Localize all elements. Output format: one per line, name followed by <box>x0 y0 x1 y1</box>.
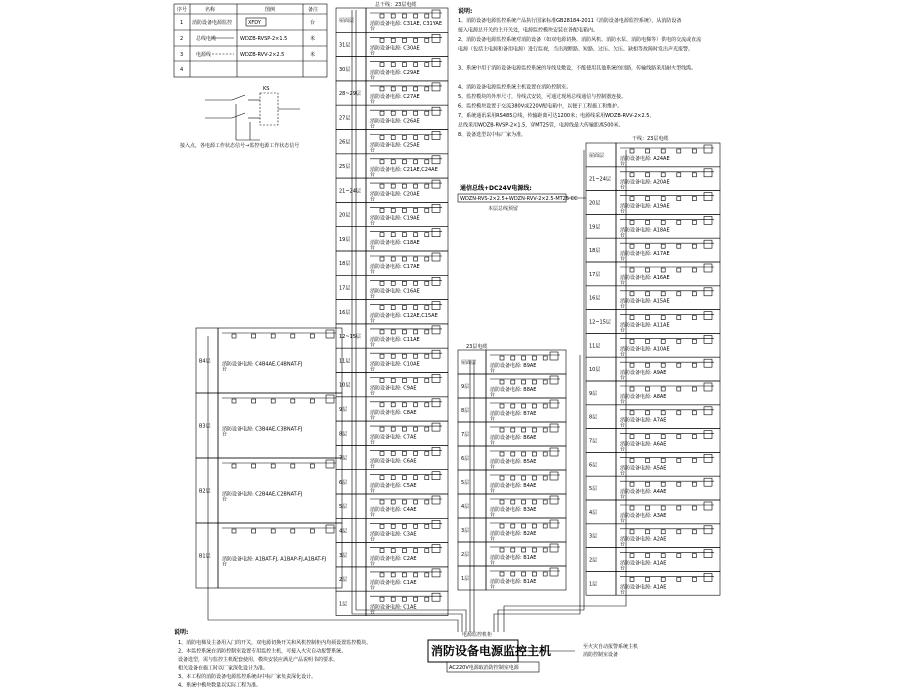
riser-left-floor-label: 18层 <box>339 261 351 268</box>
riser-left-floor-row <box>336 494 448 518</box>
riser-right-device-unit: 台 <box>620 494 626 501</box>
switch-detail-ks-label: KS <box>263 86 270 92</box>
legend-row-1-no: 1 <box>180 20 184 26</box>
riser-left-floor-row <box>336 567 448 591</box>
riser-left-floor-row <box>336 300 448 324</box>
riser-left-floor-label: 26层 <box>339 139 351 146</box>
riser-mid-device-model: 消防设备电源: B8AE <box>490 387 537 393</box>
riser-right-device-unit: 台 <box>620 541 626 548</box>
riser-left-device-unit: 台 <box>370 317 376 324</box>
riser-mid-floor-label: 6层 <box>461 456 470 462</box>
riser-left-device-model: 消防设备电源: C3AE <box>370 531 417 538</box>
riser-mid-floor-label: 1层 <box>461 576 470 582</box>
riser-mid-device-model: 消防设备电源: B3AE <box>490 507 537 513</box>
bus-label-line3: 本层总线预留 <box>488 206 519 212</box>
riser-left-floor-row <box>336 178 448 202</box>
riser-left-device-unit: 台 <box>370 560 376 567</box>
riser-mid-floor-label: 屋面层 <box>461 360 477 366</box>
bus-label-line2: WDZN-RVS-2×2.5+WDZN-RVV-2×2.5-MT25 CC <box>460 196 578 202</box>
riser-left-floor-label: 27层 <box>339 115 351 122</box>
legend-row-2-remark: 米 <box>310 36 316 42</box>
basement-device-model: 消防设备电源: A1BAT-FJ, A1BAP-FJ,A1BAT-FJ <box>222 556 327 563</box>
basement-device-model: 消防设备电源: C4B4AE,C4BNAT-FJ <box>222 361 303 368</box>
riser-right-floor-label: 12~15层 <box>589 319 611 326</box>
riser-right-floor-row <box>586 357 720 381</box>
riser-left-floor-row <box>336 421 448 445</box>
riser-right-floor-label: 屋面层 <box>589 152 605 159</box>
basement-device-unit: 台 <box>222 366 228 373</box>
riser-left-floor-label: 12~15层 <box>339 334 361 341</box>
riser-right-device-unit: 台 <box>620 517 626 524</box>
riser-right-floor-row <box>586 548 720 572</box>
basement-floor-row <box>196 328 342 393</box>
legend-row-1-symbol: XFDY <box>248 20 261 26</box>
riser-left-floor-row <box>336 373 448 397</box>
riser-right-device-unit: 台 <box>620 470 626 477</box>
riser-right-floor-row <box>586 405 720 429</box>
riser-mid-device-unit: 台 <box>490 512 496 518</box>
riser-left-device-model: 消防设备电源: C10AE <box>370 361 420 368</box>
riser-left-device-model: 消防设备电源: C8AE <box>370 409 417 416</box>
riser-mid-floor-label: 9层 <box>461 384 470 390</box>
riser-left-floor-label: 1层 <box>339 601 348 608</box>
riser-mid-device-model: 消防设备电源: B2AE <box>490 531 537 537</box>
riser-left-floor-row <box>336 445 448 469</box>
notes-top-item: 4、消防设备电源监控系统主机设置在消防控制室。 <box>458 84 572 91</box>
riser-left-floor-row <box>336 154 448 178</box>
riser-left-floor-label: 6层 <box>339 479 348 486</box>
riser-left-floor-row <box>336 57 448 81</box>
riser-right-floor-row <box>586 310 720 334</box>
notes-bottom-item: 相关设备在施工时以厂家深化设计为准。 <box>178 665 269 672</box>
riser-left-device-unit: 台 <box>370 342 376 349</box>
legend-row-4-no: 4 <box>180 67 184 73</box>
riser-right-device-model: 消防设备电源: A7AE <box>620 417 667 424</box>
notes-top-item: 接入电源总开关的主开关处，电源监控模块安装在各配电箱内。 <box>458 27 599 34</box>
riser-left-floor-label: 28~29层 <box>339 91 361 98</box>
riser-right-device-model: 消防设备电源: A10AE <box>620 346 670 353</box>
monitoring-host <box>428 631 638 672</box>
riser-left-device-unit: 台 <box>370 414 376 421</box>
legend-table <box>174 4 327 77</box>
riser-mid-floor-label: 2层 <box>461 552 470 558</box>
riser-mid-title: 23层电缆 <box>466 344 488 350</box>
basement-floor-row <box>196 458 342 523</box>
riser-left-device-model: 消防设备电源: C1AE <box>370 580 417 587</box>
riser-left-device-unit: 台 <box>370 512 376 519</box>
riser-left-floor-label: 4层 <box>339 528 348 535</box>
riser-right-device-unit: 台 <box>620 565 626 572</box>
riser-right-device-unit: 台 <box>620 184 626 191</box>
riser-mid-device-model: 消防设备电源: B7AE <box>490 411 537 417</box>
basement-floor-label: B3层 <box>199 423 211 430</box>
riser-right-floor-label: 3层 <box>589 533 598 540</box>
host-right-sub: 消防控制室设备 <box>583 652 619 658</box>
riser-left-device-model: 消防设备电源: C11AE <box>370 337 420 344</box>
legend-row-1-remark: 台 <box>310 20 316 26</box>
riser-right-floor-row <box>586 571 720 595</box>
riser-right-device-model: 消防设备电源: A8AE <box>620 393 667 400</box>
riser-left-device-model: 消防设备电源: C30AE <box>370 45 420 52</box>
riser-mid-floor-label: 3层 <box>461 528 470 534</box>
riser-right-device-unit: 台 <box>620 446 626 453</box>
legend-header-no: 序号 <box>177 7 188 13</box>
riser-left-device-unit: 台 <box>370 123 376 130</box>
riser-left-device-unit: 台 <box>370 99 376 106</box>
riser-right-device-model: 消防设备电源: A20AE <box>620 179 670 186</box>
riser-left-device-model: 消防设备电源: C2AE <box>370 555 417 562</box>
notes-top-item: 7、系统通讯采用RS485总线，传输距离可达1200米；电源线采用WDZB-RVV-2×2.5， <box>458 113 655 119</box>
riser-mid-device-unit: 台 <box>490 536 496 542</box>
riser-right-floor-label: 7层 <box>589 438 598 445</box>
riser-right-device-model: 消防设备电源: A16AE <box>620 274 670 281</box>
riser-left-device-model: 消防设备电源: C25AE <box>370 142 420 149</box>
riser-right-device-model: 消防设备电源: A9AE <box>620 370 667 377</box>
notes-top-item: 2、消防设备电源监控系统对消防设备（如双电源切换、消防风机、消防水泵、消防电梯等）供电的交流或直流 <box>458 37 702 43</box>
riser-left-device-model: 消防设备电源: C7AE <box>370 434 417 441</box>
riser-right-floor-label: 16层 <box>589 295 601 302</box>
riser-right-device-unit: 台 <box>620 303 626 310</box>
riser-right-device-model: 消防设备电源: A15AE <box>620 298 670 305</box>
riser-left-floor-label: 9层 <box>339 406 348 413</box>
notes-top-item: 电源（包括主电源和备用电源）进行监视，当出现断路、短路、过压、欠压、缺相等故障时发出声光报警。 <box>458 46 694 53</box>
riser-right-device-model: 消防设备电源: A18AE <box>620 227 670 234</box>
legend-header-remark: 备注 <box>308 7 319 13</box>
legend-header-symbol: 图例 <box>265 7 276 13</box>
riser-right-floor-label: 20层 <box>589 200 601 207</box>
riser-right-title: 干线：23层电缆 <box>632 136 669 142</box>
basement-floor-label: B2层 <box>199 488 211 495</box>
basement-device-unit: 台 <box>222 431 228 438</box>
riser-right-floor-row <box>586 191 720 215</box>
riser-mid-device-model: 消防设备电源: B5AE <box>490 459 537 465</box>
riser-right-floor-label: 17层 <box>589 271 601 278</box>
riser-left <box>336 8 448 616</box>
riser-left-floor-row <box>336 348 448 372</box>
basement-floor-row <box>196 523 342 588</box>
riser-left-floor-row <box>336 105 448 129</box>
riser-left-floor-row <box>336 543 448 567</box>
riser-left-floor-row <box>336 397 448 421</box>
riser-left-device-model: 消防设备电源: C9AE <box>370 385 417 392</box>
riser-left-floor-row <box>336 81 448 105</box>
riser-left-device-model: 消防设备电源: C31AE, C31YAE <box>370 21 442 28</box>
riser-mid-device-unit: 台 <box>490 464 496 470</box>
riser-right-floor-label: 1层 <box>589 581 598 588</box>
riser-right-device-unit: 台 <box>620 256 626 263</box>
riser-left-device-unit: 台 <box>370 50 376 57</box>
riser-right-floor-label: 10层 <box>589 367 601 374</box>
riser-right-device-unit: 台 <box>620 327 626 334</box>
notes-bottom-item: 设备选型，需与监控主机配套使用，模块安装应满足产品说明书的要求。 <box>178 657 339 663</box>
riser-right-floor-label: 21~24层 <box>589 176 611 183</box>
riser-mid-device-model: 消防设备电源: B6AE <box>490 435 537 441</box>
riser-right-floor-label: 11层 <box>589 343 601 350</box>
basement-riser <box>196 328 342 588</box>
riser-right-device-model: 消防设备电源: A19AE <box>620 203 670 210</box>
riser-right-device-unit: 台 <box>620 589 626 596</box>
riser-right-device-model: 消防设备电源: A17AE <box>620 251 670 258</box>
riser-right-device-model: 消防设备电源: A24AE <box>620 155 670 162</box>
legend-row-2-no: 2 <box>180 36 184 42</box>
notes-bottom-item: 3、本工程的消防设备电源监控系统由中标厂家负责深化设计。 <box>178 674 317 680</box>
riser-mid-device-model: 消防设备电源: B9AE <box>490 363 537 369</box>
riser-left-floor-label: 19层 <box>339 236 351 243</box>
riser-right-floor-row <box>586 381 720 405</box>
riser-left-device-unit: 台 <box>370 585 376 592</box>
riser-left-floor-row <box>336 518 448 542</box>
legend-header-name: 名称 <box>205 7 216 13</box>
riser-right-device-unit: 台 <box>620 160 626 167</box>
riser-right-floor-label: 6层 <box>589 462 598 469</box>
riser-right-device-model: 消防设备电源: A1AE <box>620 584 667 591</box>
riser-right-floor-label: 4层 <box>589 509 598 516</box>
riser-left-device-model: 消防设备电源: C26AE <box>370 118 420 125</box>
riser-right <box>586 143 720 595</box>
riser-left-device-model: 消防设备电源: C1AE <box>370 604 417 611</box>
basement-device-unit: 台 <box>222 496 228 503</box>
riser-right-device-unit: 台 <box>620 422 626 429</box>
riser-right-floor-row <box>586 500 720 524</box>
riser-right-device-unit: 台 <box>620 375 626 382</box>
riser-left-floor-row <box>336 324 448 348</box>
riser-left-device-model: 消防设备电源: C17AE <box>370 264 420 271</box>
riser-mid-device-unit: 台 <box>490 392 496 398</box>
riser-left-device-model: 消防设备电源: C27AE <box>370 94 420 101</box>
riser-left-floor-row <box>336 275 448 299</box>
notes-top <box>458 7 701 138</box>
legend-row-2-name: 总线电缆 <box>196 36 217 42</box>
switch-detail-note: 接入点，各电源工作状态信号→监控电源工作状态信号 <box>180 143 300 149</box>
notes-top-item: 5、监控模块的外形尺寸，导线式安装，可通过现场总线通信与控制器连接。 <box>458 94 627 100</box>
riser-left-device-unit: 台 <box>370 609 376 616</box>
riser-left-device-unit: 台 <box>370 366 376 373</box>
riser-right-floor-row <box>586 476 720 500</box>
riser-right-floor-row <box>586 167 720 191</box>
riser-right-floor-row <box>586 524 720 548</box>
riser-left-device-model: 消防设备电源: C12AE,C15AE <box>370 312 438 319</box>
host-right-note: 至火灾自动报警系统主机 <box>583 644 639 650</box>
riser-mid-floor-label: 5层 <box>461 480 470 486</box>
riser-left-device-model: 消防设备电源: C20AE <box>370 191 420 198</box>
riser-left-floor-label: 25层 <box>339 163 351 170</box>
riser-left-floor-label: 7层 <box>339 455 348 462</box>
notes-bottom-item: 2、本监控系统在消防控制室设置专用监控主机，可接入火灾自动报警系统。 <box>178 648 347 655</box>
riser-right-device-unit: 台 <box>620 232 626 239</box>
riser-right-device-model: 消防设备电源: A11AE <box>620 322 670 329</box>
riser-left-floor-row <box>336 32 448 56</box>
riser-right-floor-row <box>586 286 720 310</box>
riser-right-floor-row <box>586 214 720 238</box>
riser-left-floor-row <box>336 8 448 32</box>
notes-top-item: 6、监控模块设置于交流380V或220V配电箱中，以便于工程施工和维护。 <box>458 103 623 110</box>
notes-top-item: 8、设备选型以中标厂家为准。 <box>458 132 527 138</box>
riser-left-device-unit: 台 <box>370 293 376 300</box>
riser-left-floor-row <box>336 202 448 226</box>
riser-left-floor-label: 17层 <box>339 285 351 292</box>
riser-left-floor-row <box>336 251 448 275</box>
riser-left-floor-row <box>336 470 448 494</box>
riser-right-floor-row <box>586 238 720 262</box>
basement-device-model: 消防设备电源: C2B4AE,C2BNAT-FJ <box>222 491 303 498</box>
notes-bottom <box>174 628 371 689</box>
riser-mid-device-unit: 台 <box>490 416 496 422</box>
riser-right-device-model: 消防设备电源: A4AE <box>620 489 667 496</box>
riser-left-floor-row <box>336 130 448 154</box>
legend-row-3-remark: 米 <box>310 52 316 58</box>
riser-left-device-unit: 台 <box>370 171 376 178</box>
legend-row-3-no: 3 <box>180 52 184 58</box>
basement-device-unit: 台 <box>222 561 228 568</box>
riser-mid-device-model: 消防设备电源: B1AE <box>490 555 537 561</box>
riser-left-floor-row <box>336 591 448 615</box>
riser-mid-device-model: 消防设备电源: B1AE <box>490 579 537 585</box>
riser-left-device-model: 消防设备电源: C21AE,C24AE <box>370 166 438 173</box>
riser-left-title: 总干线：23层电缆 <box>375 2 417 8</box>
riser-left-device-model: 消防设备电源: C19AE <box>370 215 420 222</box>
riser-mid-floor-label: 7层 <box>461 432 470 438</box>
legend-row-3-name: 电源线 <box>196 52 212 58</box>
riser-right-floor-label: 18层 <box>589 248 601 255</box>
riser-right-floor-row <box>586 143 720 167</box>
host-cabinet-label: 电源监控机柜 <box>462 632 493 638</box>
riser-left-floor-label: 11层 <box>339 358 351 365</box>
notes-top-item: 1、消防设备电源监控系统产品执行国家标准GB28184-2011《消防设备电源监控系统》，从消防设备 <box>458 18 682 24</box>
riser-left-floor-label: 16层 <box>339 309 351 316</box>
riser-left-device-unit: 台 <box>370 390 376 397</box>
notes-bottom-item: 4、系统中模块数量以实际工程为准。 <box>178 682 262 689</box>
riser-right-floor-label: 8层 <box>589 414 598 421</box>
riser-right-device-unit: 台 <box>620 279 626 286</box>
riser-left-device-model: 消防设备电源: C6AE <box>370 458 417 465</box>
riser-mid-device-unit: 台 <box>490 440 496 446</box>
notes-top-title: 说明: <box>458 8 473 15</box>
riser-left-device-unit: 台 <box>370 536 376 543</box>
basement-floor-row <box>196 393 342 458</box>
riser-left-floor-label: 21~24层 <box>339 188 361 195</box>
riser-left-device-unit: 台 <box>370 463 376 470</box>
riser-left-floor-row <box>336 227 448 251</box>
riser-right-device-model: 消防设备电源: A3AE <box>620 512 667 519</box>
riser-mid-device-unit: 台 <box>490 488 496 494</box>
riser-left-floor-label: 8层 <box>339 431 348 438</box>
notes-top-item: 3、系统中用于消防设备电源监控系统的导线及敷设，不能使用其他系统的回路，传输线路采用耐火型线缆。 <box>458 65 697 72</box>
riser-left-floor-label: 屋面层 <box>339 18 355 25</box>
riser-left-device-model: 消防设备电源: C4AE <box>370 507 417 514</box>
riser-left-device-unit: 台 <box>370 269 376 276</box>
riser-left-device-unit: 台 <box>370 439 376 446</box>
riser-right-floor-row <box>586 452 720 476</box>
riser-left-device-model: 消防设备电源: C5AE <box>370 482 417 489</box>
riser-right-floor-label: 2层 <box>589 557 598 564</box>
riser-right-floor-label: 5层 <box>589 486 598 493</box>
riser-left-floor-label: 5层 <box>339 504 348 511</box>
notes-top-item: 总线采用WDZB-RVSP-2×1.5，穿MT25管，电源线最大传输距离500米。 <box>458 122 624 129</box>
riser-right-device-model: 消防设备电源: A1AE <box>620 560 667 567</box>
riser-mid-device-unit: 台 <box>490 560 496 566</box>
riser-right-floor-row <box>586 429 720 453</box>
riser-right-device-unit: 台 <box>620 208 626 215</box>
riser-left-device-unit: 台 <box>370 196 376 203</box>
riser-right-device-model: 消防设备电源: A5AE <box>620 465 667 472</box>
legend-row-2-symbol: WDZB-RVSP-2×1.5 <box>240 36 288 42</box>
riser-left-floor-label: 20层 <box>339 212 351 219</box>
riser-right-floor-label: 19层 <box>589 224 601 231</box>
riser-right-floor-label: 9层 <box>589 390 598 397</box>
riser-mid-floor-label: 4层 <box>461 504 470 510</box>
riser-left-device-model: 消防设备电源: C18AE <box>370 239 420 246</box>
riser-left-device-unit: 台 <box>370 244 376 251</box>
riser-left-floor-label: 31层 <box>339 42 351 49</box>
riser-left-device-unit: 台 <box>370 147 376 154</box>
riser-left-floor-label: 2层 <box>339 577 348 584</box>
riser-right-device-unit: 台 <box>620 351 626 358</box>
legend-row-3-symbol: WDZB-RVV-2×2.5 <box>240 52 285 58</box>
riser-right-device-model: 消防设备电源: A2AE <box>620 536 667 543</box>
riser-right-floor-row <box>586 262 720 286</box>
riser-left-floor-label: 30层 <box>339 66 351 73</box>
riser-right-device-model: 消防设备电源: A6AE <box>620 441 667 448</box>
basement-device-model: 消防设备电源: C3B4AE,C3BNAT-FJ <box>222 426 303 433</box>
riser-left-device-model: 消防设备电源: C29AE <box>370 69 420 76</box>
riser-right-device-unit: 台 <box>620 398 626 405</box>
riser-right-floor-row <box>586 333 720 357</box>
riser-left-device-unit: 台 <box>370 26 376 33</box>
riser-left-device-unit: 台 <box>370 487 376 494</box>
riser-left-device-model: 消防设备电源: C16AE <box>370 288 420 295</box>
riser-left-floor-label: 3层 <box>339 552 348 559</box>
notes-bottom-item: 1、消防电梯及主备用入门的开关，双电源切换开关和风机控制柜内均须设置监控模块。 <box>178 640 372 646</box>
riser-left-floor-label: 10层 <box>339 382 351 389</box>
riser-left-device-unit: 台 <box>370 220 376 227</box>
riser-mid-floor-label: 8层 <box>461 408 470 414</box>
riser-mid-device-model: 消防设备电源: B4AE <box>490 483 537 489</box>
notes-bottom-title: 说明: <box>174 629 189 636</box>
basement-floor-label: B4层 <box>199 358 211 365</box>
riser-mid-device-unit: 台 <box>490 584 496 590</box>
bus-cable-label <box>458 184 586 212</box>
switch-detail <box>180 86 300 149</box>
riser-mid-device-unit: 台 <box>490 368 496 374</box>
legend-row-1-name: 消防设备电源监控 <box>192 20 233 26</box>
host-power-note: AC220V电源取消防控制室电源 <box>449 665 519 671</box>
basement-floor-label: B1层 <box>199 553 211 560</box>
bus-label-line1: 通信总线+DC24V电源线: <box>460 185 532 192</box>
riser-left-device-unit: 台 <box>370 74 376 81</box>
host-title: 消防设备电源监控主机 <box>431 644 552 658</box>
